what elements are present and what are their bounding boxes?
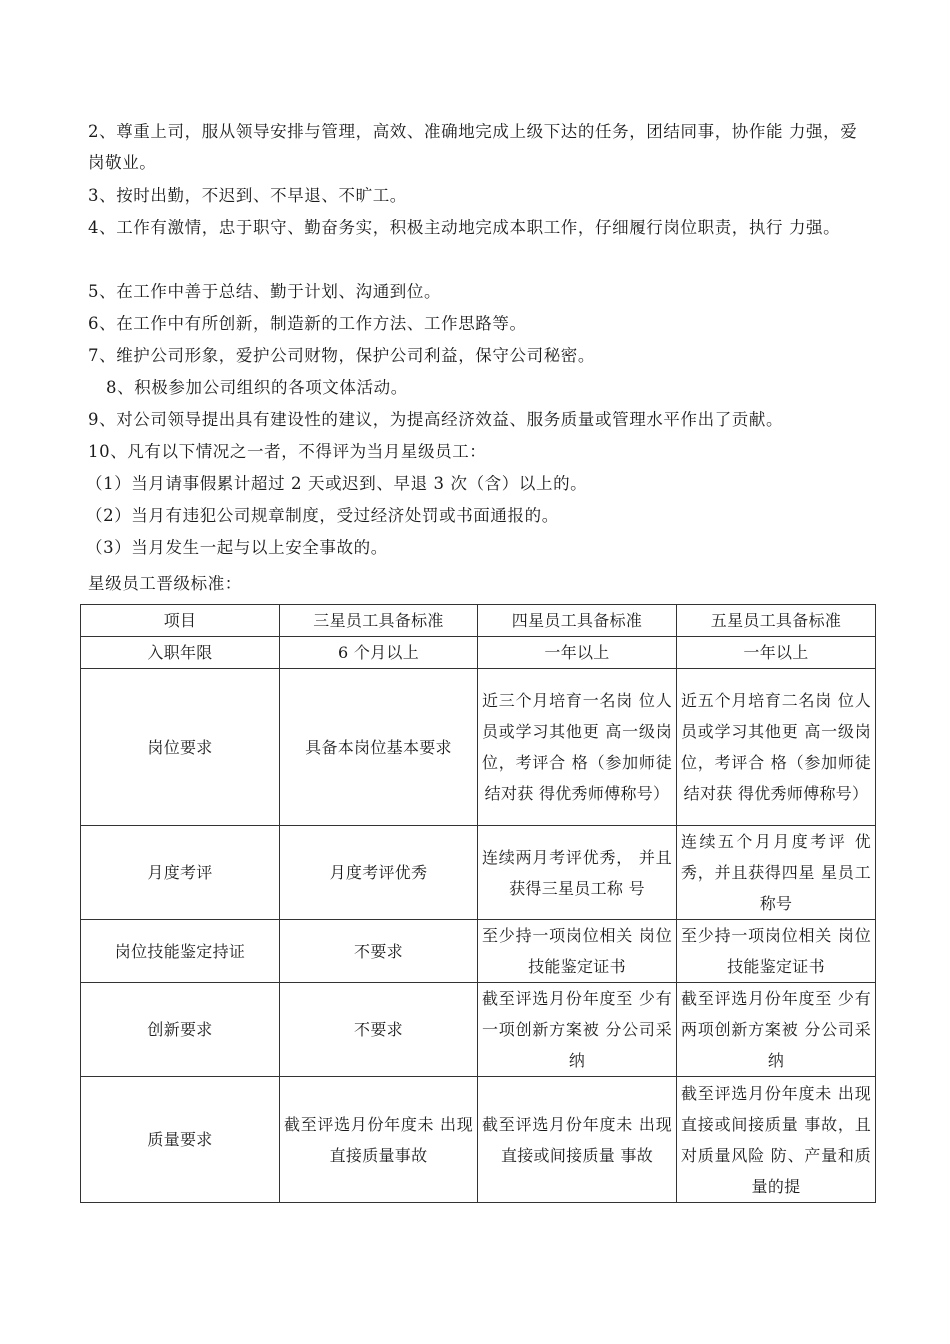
row-label: 质量要求 — [81, 1077, 280, 1203]
table-cell: 不要求 — [280, 983, 478, 1077]
table-cell: 6 个月以上 — [280, 637, 478, 669]
row-label: 岗位技能鉴定持证 — [81, 920, 280, 983]
table-row — [81, 983, 876, 1077]
table-cell: 截至评选月份年度未 出现直接或间接质量 事故 — [478, 1077, 677, 1203]
header-item: 项目 — [81, 605, 280, 637]
paragraph-4: 4、工作有激情，忠于职守、勤奋务实，积极主动地完成本职工作，仔细履行岗位职责，执行 力强。 — [88, 218, 841, 237]
table-cell: 近五个月培育二名岗 位人员或学习其他更 高一级岗位，考评合 格（参加师徒结对获 得优秀师傅称号） — [677, 669, 876, 826]
paragraph-3: 3、按时出勤，不迟到、不早退、不旷工。 — [88, 186, 407, 205]
table-cell: 连续五个月月度考评 优秀，并且获得四星 星员工称号 — [677, 826, 876, 920]
table-cell: 一年以上 — [478, 637, 677, 669]
table-cell: 连续两月考评优秀， 并且获得三星员工称 号 — [478, 826, 677, 920]
row-label: 入职年限 — [81, 637, 280, 669]
header-three-star: 三星员工具备标准 — [280, 605, 478, 637]
table-cell: 具备本岗位基本要求 — [280, 669, 478, 826]
table-row — [81, 637, 876, 669]
table-header-row — [81, 605, 876, 637]
table-cell: 近三个月培育一名岗 位人员或学习其他更 高一级岗位，考评合 格（参加师徒结对获 得优秀师傅称号） — [478, 669, 677, 826]
header-five-star: 五星员工具备标准 — [677, 605, 876, 637]
table-row — [81, 669, 876, 826]
paragraph-5: 5、在工作中善于总结、勤于计划、沟通到位。 — [88, 282, 442, 301]
table-cell: 一年以上 — [677, 637, 876, 669]
table-cell: 截至评选月份年度至 少有一项创新方案被 分公司采纳 — [478, 983, 677, 1077]
row-label: 月度考评 — [81, 826, 280, 920]
table-cell: 月度考评优秀 — [280, 826, 478, 920]
paragraph-2: 2、尊重上司，服从领导安排与管理，高效、准确地完成上级下达的任务，团结同事，协作能 力强，爱岗敬业。 — [88, 122, 858, 172]
star-employee-standards-table — [80, 604, 876, 1203]
table-title: 星级员工晋级标准： — [88, 574, 242, 593]
paragraph-10: 10、凡有以下情况之一者，不得评为当月星级员工： — [88, 442, 487, 461]
table-cell: 不要求 — [280, 920, 478, 983]
sub-item-3: （3）当月发生一起与以上安全事故的。 — [86, 538, 388, 557]
paragraph-6: 6、在工作中有所创新，制造新的工作方法、工作思路等。 — [88, 314, 527, 333]
table-cell: 截至评选月份年度未 出现直接质量事故 — [280, 1077, 478, 1203]
table-row — [81, 920, 876, 983]
table-row — [81, 1077, 876, 1203]
paragraph-8: 8、积极参加公司组织的各项文体活动。 — [106, 378, 408, 397]
table-cell: 至少持一项岗位相关 岗位技能鉴定证书 — [677, 920, 876, 983]
row-label: 创新要求 — [81, 983, 280, 1077]
table-row — [81, 826, 876, 920]
sub-item-1: （1）当月请事假累计超过 2 天或迟到、早退 3 次（含）以上的。 — [86, 474, 588, 493]
table-cell: 至少持一项岗位相关 岗位技能鉴定证书 — [478, 920, 677, 983]
header-four-star: 四星员工具备标准 — [478, 605, 677, 637]
paragraph-7: 7、维护公司形象，爱护公司财物，保护公司利益，保守公司秘密。 — [88, 346, 595, 365]
paragraph-9: 9、对公司领导提出具有建设性的建议，为提高经济效益、服务质量或管理水平作出了贡献。 — [88, 410, 784, 429]
row-label: 岗位要求 — [81, 669, 280, 826]
table-cell: 截至评选月份年度未 出现直接或间接质量 事故，且对质量风险 防、产量和质量的提 — [677, 1077, 876, 1203]
table-cell: 截至评选月份年度至 少有两项创新方案被 分公司采纳 — [677, 983, 876, 1077]
sub-item-2: （2）当月有违犯公司规章制度，受过经济处罚或书面通报的。 — [86, 506, 559, 525]
